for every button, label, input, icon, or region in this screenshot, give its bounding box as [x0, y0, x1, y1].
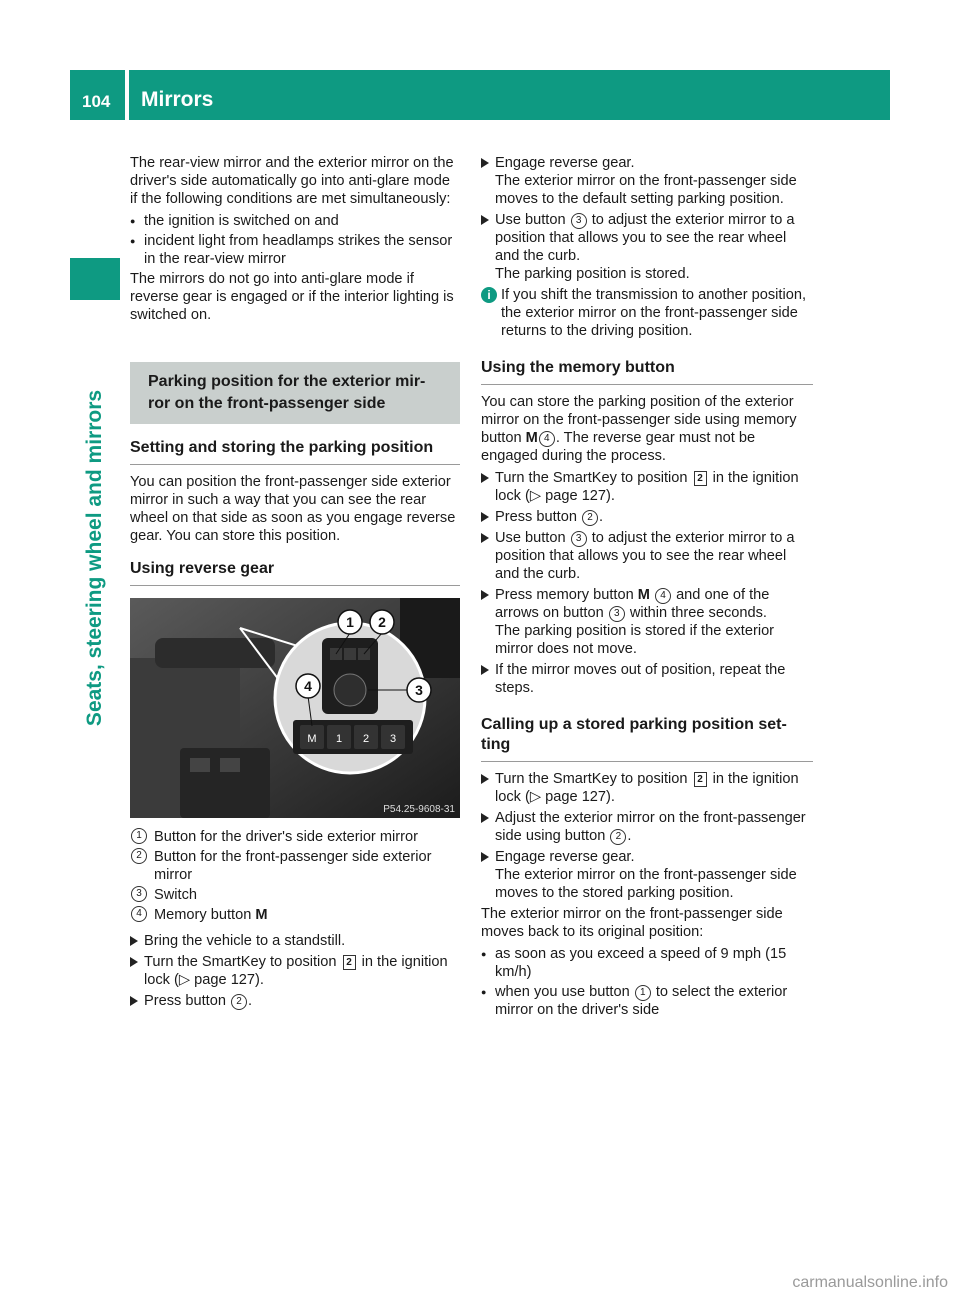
legend-text: Memory button	[154, 907, 252, 923]
paragraph-text: You can store the parking position of the exterior mirror on the front-passenger side using memory button	[481, 394, 797, 446]
heading-calling-up	[481, 715, 813, 762]
step-text: Turn the SmartKey to position	[495, 470, 688, 486]
page-number: 104	[82, 92, 111, 111]
step-text: .	[248, 993, 253, 1009]
header-separator	[125, 70, 129, 120]
page-reference-link[interactable]: page 127	[545, 789, 607, 805]
legend-number: 1	[131, 828, 147, 844]
section-heading-line: Parking position for the exterior mir-	[148, 373, 426, 390]
instruction-step	[481, 809, 813, 845]
callout-label: 1	[346, 614, 354, 630]
step-text: to adjust the exterior mirror to a position that allows you to see the rear wheel and the curb.	[495, 212, 795, 264]
step-text: ).	[606, 789, 615, 805]
section-title: Mirrors	[141, 88, 214, 111]
condition-item: ● the ignition is switched on and	[130, 212, 460, 230]
heading-line: Calling up a stored parking position set-	[481, 716, 787, 733]
step-text: Press memory button	[495, 587, 634, 603]
instruction-step	[481, 469, 813, 505]
heading-line: ting	[481, 736, 511, 753]
step-text: to adjust the exterior mirror to a position that allows you to see the rear wheel and the curb.	[495, 530, 795, 582]
memory-button-symbol: M	[525, 430, 538, 446]
step-text: in the ignition lock (	[495, 771, 799, 805]
legend-item	[130, 886, 460, 904]
callout-ref: 4	[539, 431, 555, 447]
condition-item: ● as soon as you exceed a speed of 9 mph (15 km/h)	[481, 945, 813, 981]
step-text: .	[627, 828, 632, 844]
ignition-position-symbol: 2	[343, 955, 356, 970]
instruction-step	[481, 770, 813, 806]
step-text: and one of the arrows on button	[495, 587, 770, 621]
legend-text: Switch	[154, 887, 197, 903]
intro-paragraph: The rear-view mirror and the exterior mirror on the driver's side automatically go into anti-glare mode if the following conditions are met simultaneously:	[130, 155, 454, 207]
legend-text: Button for the front-passenger side exterior mirror	[154, 849, 432, 883]
step-text: Bring the vehicle to a standstill.	[144, 933, 346, 949]
side-tab-marker	[70, 258, 120, 300]
instruction-step	[481, 154, 813, 208]
photo-code: P54.25-9608-31	[383, 804, 455, 815]
info-icon: i	[481, 287, 497, 303]
instruction-step	[481, 211, 813, 283]
legend-number: 4	[131, 906, 147, 922]
step-text: Turn the SmartKey to position	[144, 954, 337, 970]
heading-reverse-gear: Using reverse gear	[130, 559, 460, 586]
page-ref-arrow-icon: ▷	[178, 972, 191, 988]
callout-label: 3	[415, 682, 423, 698]
legend-number: 3	[131, 886, 147, 902]
info-note	[481, 286, 813, 340]
ignition-position-symbol: 2	[694, 772, 707, 787]
instruction-step	[481, 661, 813, 697]
callout-ref: 2	[231, 994, 247, 1010]
left-column	[130, 154, 460, 1013]
callout-label: 2	[378, 614, 386, 630]
condition-item	[481, 983, 813, 1019]
section-heading-line: ror on the front-passenger side	[148, 395, 386, 412]
door-panel-illustration	[130, 598, 460, 818]
preset-button-label: 3	[389, 733, 397, 745]
ignition-position-symbol: 2	[694, 471, 707, 486]
step-result: The parking position is stored if the exterior mirror does not move.	[495, 623, 775, 657]
info-text: If you shift the transmission to another position, the exterior mirror on the front-passenger side returns to the driving position.	[501, 287, 807, 339]
heading-memory-button: Using the memory button	[481, 358, 813, 385]
callout-label: 4	[304, 678, 312, 694]
step-result: The exterior mirror on the front-passenger side moves to the default setting parking position.	[495, 173, 797, 207]
right-column	[481, 154, 813, 1021]
legend-item	[130, 906, 460, 924]
bullet-text: when you use button	[495, 984, 630, 1000]
bullet-text: to select the exterior mirror on the driver's side	[495, 984, 788, 1018]
step-text: Use button	[495, 530, 566, 546]
callout-ref: 2	[582, 510, 598, 526]
legend-item	[130, 848, 460, 884]
heading-setting-storing: Setting and storing the parking position	[130, 438, 460, 465]
setting-paragraph: You can position the front-passenger side exterior mirror in such a way that you can see the rear wheel on that side as soon as you engage reverse gear. You can store this position.	[130, 474, 456, 544]
step-text: .	[599, 509, 604, 525]
instruction-step	[130, 953, 460, 989]
door-panel-photo	[130, 598, 460, 818]
step-result: The parking position is stored.	[495, 266, 690, 282]
instruction-step	[481, 508, 813, 526]
step-text: Adjust the exterior mirror on the front-passenger side using button	[495, 810, 806, 844]
callout-ref: 3	[571, 531, 587, 547]
preset-button-label: 2	[362, 733, 370, 745]
page-ref-arrow-icon: ▷	[529, 789, 542, 805]
callout-ref: 1	[635, 985, 651, 1001]
step-text: Use button	[495, 212, 566, 228]
memory-button-symbol: M	[637, 587, 650, 603]
no-antiglare-paragraph: The mirrors do not go into anti-glare mode if reverse gear is engaged or if the interior lighting is switched on.	[130, 271, 454, 323]
paragraph-text: . The reverse gear must not be engaged during the process.	[481, 430, 756, 464]
page-reference-link[interactable]: page 127	[545, 488, 607, 504]
step-text: within three seconds.	[629, 605, 767, 621]
legend-item	[130, 828, 460, 846]
step-text: Press button	[495, 509, 577, 525]
instruction-step	[130, 992, 460, 1010]
callout-ref: 3	[571, 213, 587, 229]
legend-number: 2	[131, 848, 147, 864]
page-ref-arrow-icon: ▷	[529, 488, 542, 504]
section-heading-box	[130, 362, 460, 424]
step-text: Engage reverse gear.	[495, 849, 635, 865]
step-text: in the ignition lock (	[495, 470, 799, 504]
memory-paragraph	[481, 393, 813, 465]
watermark: carmanualsonline.info	[792, 1274, 948, 1291]
step-text: ).	[606, 488, 615, 504]
callout-ref: 4	[655, 588, 671, 604]
instruction-step	[130, 932, 460, 950]
callout-ref: 2	[610, 829, 626, 845]
memory-button-label: M	[307, 733, 317, 745]
step-text: in the ignition lock (	[144, 954, 448, 988]
page-reference-link[interactable]: page 127	[194, 972, 256, 988]
legend-text: Button for the driver's side exterior mirror	[154, 829, 418, 845]
step-text: If the mirror moves out of position, repeat the steps.	[495, 662, 786, 696]
callout-ref: 3	[609, 606, 625, 622]
step-result: The exterior mirror on the front-passenger side moves to the stored parking position.	[495, 867, 797, 901]
instruction-step	[481, 586, 813, 658]
instruction-step	[481, 529, 813, 583]
step-text: Turn the SmartKey to position	[495, 771, 688, 787]
moves-back-paragraph: The exterior mirror on the front-passenger side moves back to its original position:	[481, 906, 783, 940]
side-chapter-label: Seats, steering wheel and mirrors	[83, 389, 106, 727]
instruction-step	[481, 848, 813, 902]
step-text: Press button	[144, 993, 226, 1009]
condition-item: ● incident light from headlamps strikes the sensor in the rear-view mirror	[130, 232, 460, 268]
preset-button-label: 1	[335, 733, 343, 745]
legend-suffix: M	[255, 907, 268, 923]
step-text: ).	[255, 972, 264, 988]
step-text: Engage reverse gear.	[495, 155, 635, 171]
